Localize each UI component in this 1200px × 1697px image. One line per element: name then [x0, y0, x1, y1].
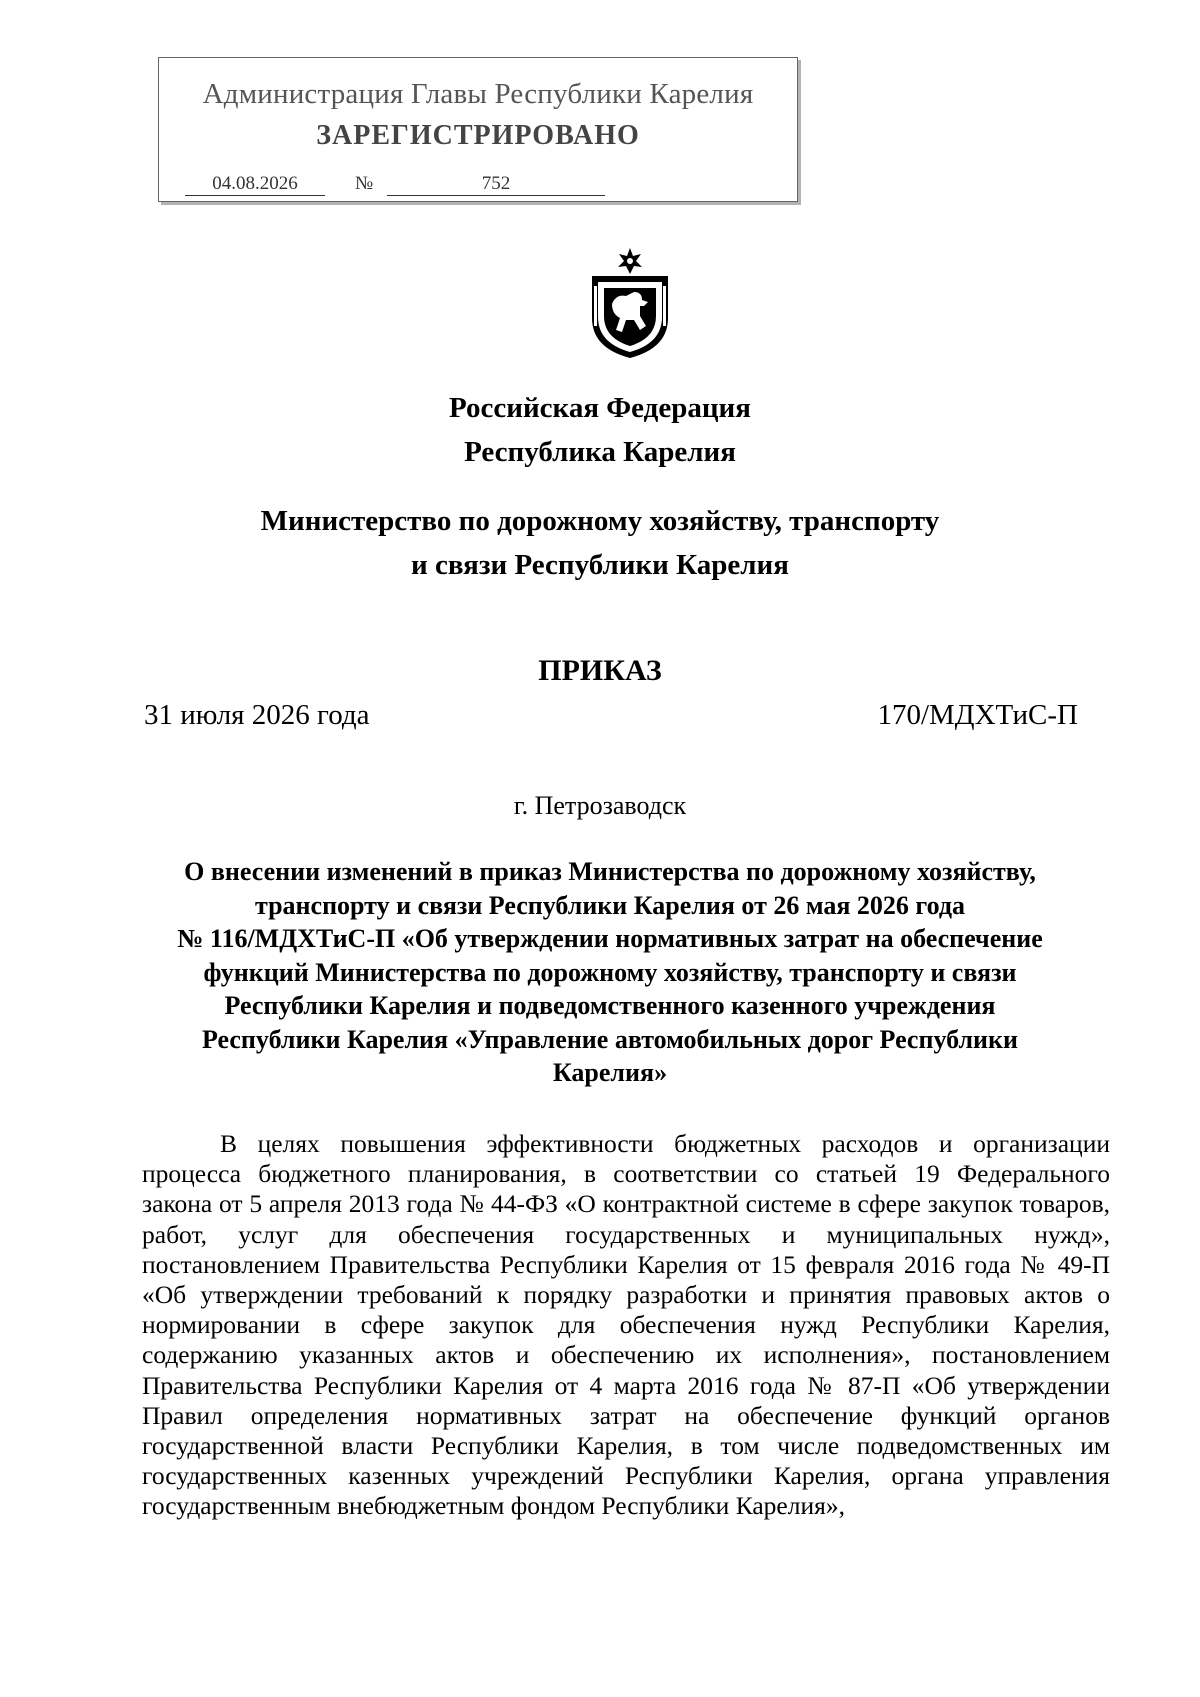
stamp-status: ЗАРЕГИСТРИРОВАНО: [316, 120, 640, 151]
country-name: Российская Федерация: [449, 392, 751, 424]
registration-stamp: [158, 57, 798, 202]
ministry-name-line-2: и связи Республики Карелия: [411, 549, 789, 581]
body-line: «Об утверждении требований к порядку разработки и принятия правовых актов о: [142, 1280, 1110, 1310]
subject-line: Республики Карелия и подведомственного казенного учреждения: [224, 991, 996, 1020]
order-number: 170/МДХТиС-П: [877, 699, 1078, 731]
body-line: постановлением Правительства Республики Карелия от 15 февраля 2016 года № 49-П: [142, 1249, 1110, 1279]
ministry-name-line-1: Министерство по дорожному хозяйству, транспорту: [260, 505, 940, 537]
body-line: процесса бюджетного планирования, в соответствии со статьей 19 Федерального: [142, 1159, 1110, 1189]
preamble-paragraph: [142, 1129, 1110, 1522]
subject-line: Республики Карелия «Управление автомобильных дорог Республики: [202, 1024, 1018, 1054]
stamp-number-label: №: [355, 173, 374, 194]
body-line: государственных казенных учреждений Республики Карелия, органа управления: [142, 1461, 1110, 1491]
subject-line: функций Министерства по дорожному хозяйству, транспорту и связи: [203, 957, 1017, 987]
karelia-coat-of-arms-icon: [582, 246, 678, 362]
stamp-organization: Администрация Главы Республики Карелия: [202, 78, 754, 110]
body-line: государственной власти Республики Карелия, в том числе подведомственных им: [142, 1431, 1110, 1461]
body-line: содержанию указанных актов и обеспечению их исполнения», постановлением: [142, 1340, 1110, 1370]
city: г. Петрозаводск: [513, 791, 687, 820]
stamp-number: 752: [387, 173, 605, 196]
body-line: государственным внебюджетным фондом Республики Карелия»,: [142, 1491, 845, 1521]
order-date: 31 июля 2026 года: [144, 699, 370, 731]
body-line: Правил определения нормативных затрат на обеспечение функций органов: [142, 1400, 1110, 1430]
subject-line: № 116/МДХТиС-П «Об утверждении нормативных затрат на обеспечение: [177, 924, 1043, 953]
body-line: В целях повышения эффективности бюджетных расходов и организации: [220, 1129, 1110, 1158]
stamp-date: 04.08.2026: [185, 173, 325, 196]
subject-line: Карелия»: [552, 1058, 668, 1087]
order-subject: [140, 855, 1080, 1090]
body-line: закона от 5 апреля 2013 года № 44-ФЗ «О контрактной системе в сфере закупок товаров,: [142, 1189, 1110, 1219]
republic-name: Республика Карелия: [464, 436, 736, 468]
subject-line: транспорту и связи Республики Карелия от 26 мая 2026 года: [255, 890, 965, 920]
subject-line: О внесении изменений в приказ Министерства по дорожному хозяйству,: [184, 857, 1036, 886]
body-line: нормировании в сфере закупок для обеспечения нужд Республики Карелия,: [142, 1310, 1110, 1340]
body-line: работ, услуг для обеспечения государственных и муниципальных нужд»,: [142, 1219, 1110, 1249]
body-line: Правительства Республики Карелия от 4 марта 2016 года № 87-П «Об утверждении: [142, 1370, 1110, 1400]
document-type-title: ПРИКАЗ: [538, 654, 662, 687]
